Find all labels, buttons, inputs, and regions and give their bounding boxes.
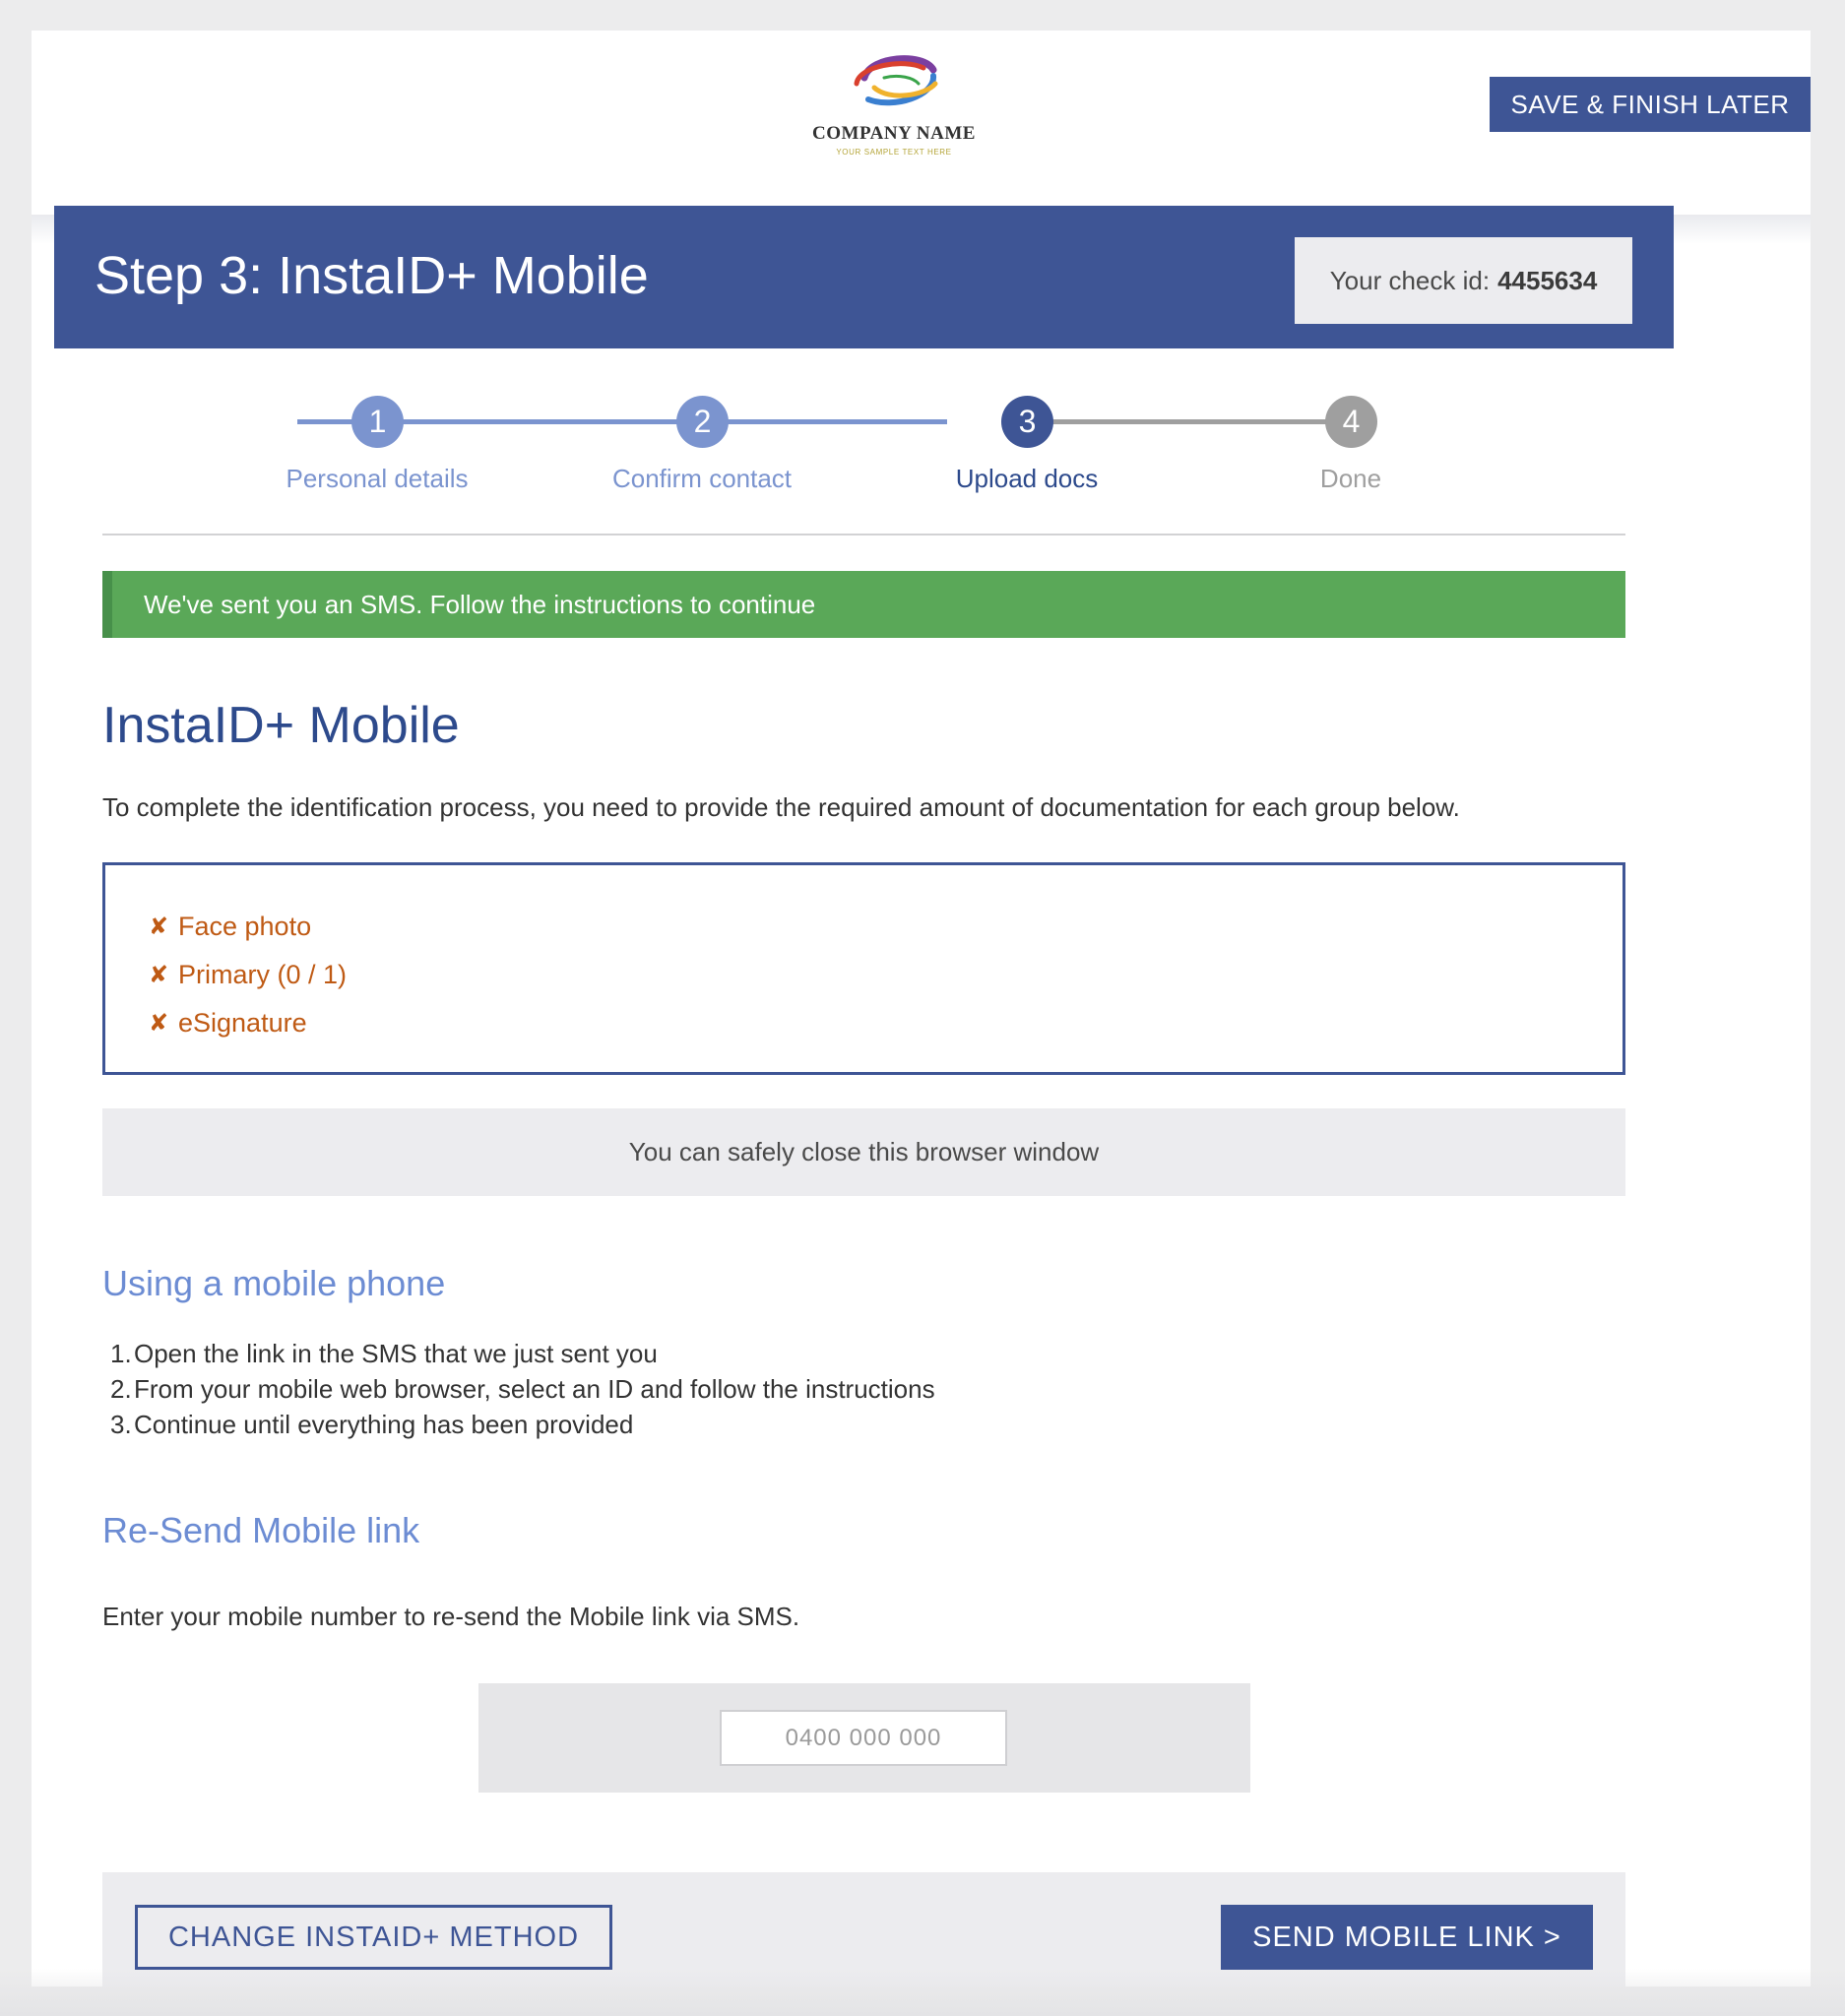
resend-instructions: Enter your mobile number to re-send the Mobile link via SMS.	[102, 1602, 800, 1631]
page-title: Step 3: InstaID+ Mobile	[95, 246, 649, 305]
step-1-label[interactable]: Personal details	[286, 464, 469, 493]
list-text: Open the link in the SMS that we just sent you	[134, 1339, 658, 1368]
close-window-note: You can safely close this browser window	[102, 1108, 1625, 1196]
step-2-circle[interactable]: 2	[676, 396, 729, 448]
requirement-label: Primary (0 / 1)	[178, 960, 348, 989]
check-id-label: Your check id:	[1329, 265, 1491, 295]
sms-sent-alert: We've sent you an SMS. Follow the instructions to continue	[102, 571, 1625, 638]
section-divider	[102, 534, 1625, 536]
step-connector-pending	[1016, 419, 1341, 424]
top-header	[32, 31, 1811, 215]
step-3-circle: 3	[1001, 396, 1053, 448]
list-item	[110, 1371, 935, 1407]
company-logo-icon	[845, 48, 943, 117]
requirements-box	[102, 862, 1625, 1075]
requirement-item	[149, 951, 1622, 999]
list-number: 2.	[110, 1374, 132, 1404]
resend-heading: Re-Send Mobile link	[102, 1510, 420, 1550]
list-number: 3.	[110, 1410, 132, 1439]
page-container	[32, 31, 1811, 1986]
bottom-fade	[0, 1969, 1845, 2016]
check-id-box	[1295, 237, 1632, 324]
mobile-steps-list	[110, 1336, 935, 1442]
change-method-button[interactable]: CHANGE INSTAID+ METHOD	[135, 1905, 612, 1970]
intro-text: To complete the identification process, you need to provide the required amount of documentation for each group below.	[102, 792, 1460, 822]
step-banner	[54, 206, 1674, 348]
cross-icon: ✘	[149, 914, 169, 940]
mobile-number-input[interactable]	[720, 1710, 1007, 1766]
save-finish-later-button[interactable]: SAVE & FINISH LATER	[1490, 77, 1811, 132]
list-item	[110, 1336, 935, 1371]
send-mobile-link-button[interactable]: SEND MOBILE LINK >	[1221, 1905, 1593, 1970]
cross-icon: ✘	[149, 1010, 169, 1037]
mobile-phone-heading: Using a mobile phone	[102, 1263, 446, 1303]
cross-icon: ✘	[149, 962, 169, 988]
step-4-circle: 4	[1325, 396, 1377, 448]
requirement-label: eSignature	[178, 1008, 307, 1038]
list-item	[110, 1407, 935, 1442]
step-3-label: Upload docs	[955, 464, 1099, 493]
check-id-value: 4455634	[1497, 265, 1598, 295]
company-tagline: YOUR SAMPLE TEXT HERE	[836, 148, 952, 157]
company-name: COMPANY NAME	[812, 123, 976, 144]
step-2-label[interactable]: Confirm contact	[611, 464, 793, 493]
step-1-circle[interactable]: 1	[351, 396, 404, 448]
list-text: From your mobile web browser, select an ID and follow the instructions	[134, 1374, 935, 1404]
list-number: 1.	[110, 1339, 132, 1368]
section-title: InstaID+ Mobile	[102, 697, 460, 754]
company-logo	[776, 48, 1012, 157]
step-4-label: Done	[1319, 464, 1382, 493]
requirement-label: Face photo	[178, 912, 312, 941]
phone-input-panel	[478, 1683, 1250, 1793]
requirement-item	[149, 999, 1622, 1047]
list-text: Continue until everything has been provided	[134, 1410, 634, 1439]
requirement-item	[149, 903, 1622, 951]
